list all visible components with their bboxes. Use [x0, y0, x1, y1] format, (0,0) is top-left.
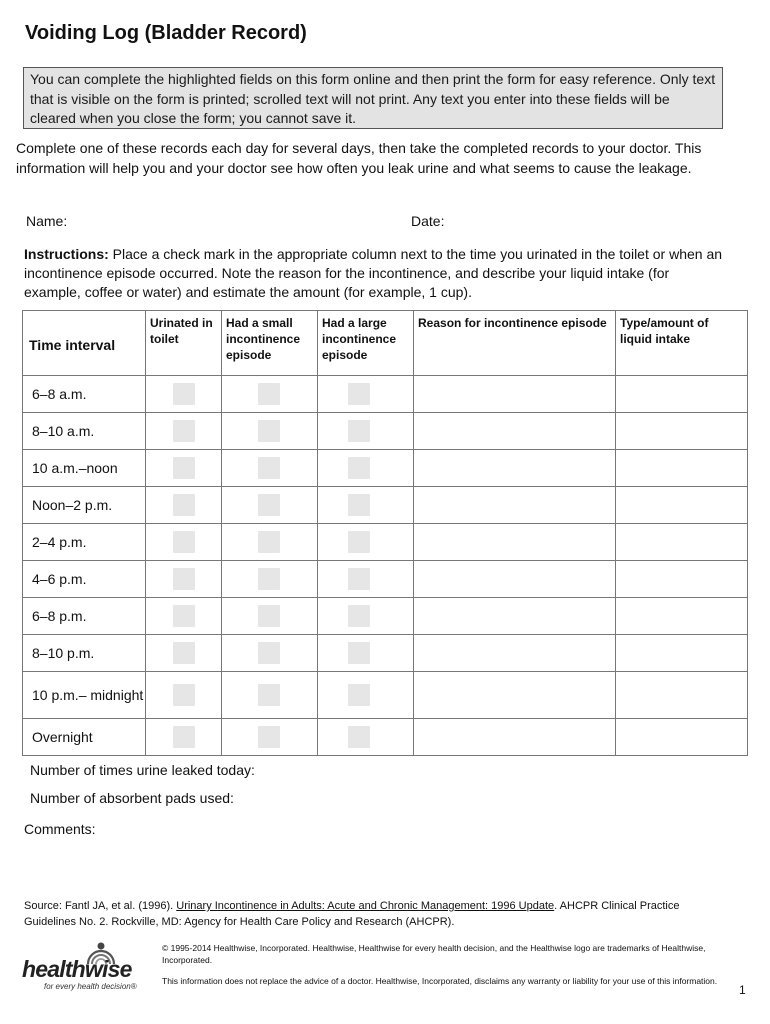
liquid-intake-field[interactable]: [616, 635, 748, 672]
table-row: [23, 561, 748, 598]
urinated-cell: [146, 719, 222, 756]
liquid-intake-field[interactable]: [616, 598, 748, 635]
liquid-intake-field[interactable]: [616, 487, 748, 524]
large-episode-cell: [318, 672, 414, 719]
time-interval-cell: 8–10 a.m.: [23, 413, 146, 450]
instructions-text: Place a check mark in the appropriate column next to the time you urinated in the toilet or when an incontinence episode occurred. Note the reason for the incontinence, and describe your liquid intake (for example, coffee or water) and estimate the amount (for example, 1 cup).: [24, 246, 723, 300]
liquid-intake-field[interactable]: [616, 561, 748, 598]
liquid-intake-field[interactable]: [616, 450, 748, 487]
urinated-checkbox[interactable]: [173, 494, 195, 516]
small-episode-checkbox[interactable]: [258, 726, 280, 748]
table-row: [23, 413, 748, 450]
urinated-cell: [146, 598, 222, 635]
healthwise-tagline: for every health decision®: [44, 982, 137, 991]
large-episode-checkbox[interactable]: [348, 383, 370, 405]
reason-field[interactable]: [414, 413, 616, 450]
reason-field[interactable]: [414, 524, 616, 561]
large-episode-checkbox[interactable]: [348, 457, 370, 479]
date-label: Date:: [411, 213, 445, 229]
table-header-row: [23, 311, 748, 376]
source-title-link[interactable]: Urinary Incontinence in Adults: Acute and Chronic Management: 1996 Update: [176, 900, 555, 912]
intro-paragraph: Complete one of these records each day for several days, then take the completed records to your doctor. This information will help you and your doctor see how often you leak urine and what seems to cause the leakage.: [16, 140, 702, 176]
table-row: [23, 524, 748, 561]
reason-field[interactable]: [414, 376, 616, 413]
large-episode-checkbox[interactable]: [348, 420, 370, 442]
date-field[interactable]: [452, 210, 732, 232]
small-episode-checkbox[interactable]: [258, 457, 280, 479]
time-interval-cell: 10 p.m.– midnight: [23, 672, 146, 719]
header-urinated: Urinated in toilet: [146, 311, 222, 376]
table-row: [23, 450, 748, 487]
instructions: [24, 245, 729, 302]
reason-field[interactable]: [414, 487, 616, 524]
instructions-lead: Instructions:: [24, 246, 109, 262]
header-time-interval: Time interval: [23, 311, 146, 376]
large-episode-checkbox[interactable]: [348, 605, 370, 627]
large-episode-cell: [318, 719, 414, 756]
liquid-intake-field[interactable]: [616, 672, 748, 719]
header-small-episode: Had a small incontinence episode: [222, 311, 318, 376]
small-episode-checkbox[interactable]: [258, 605, 280, 627]
page-title: Voiding Log (Bladder Record): [25, 22, 307, 44]
urinated-checkbox[interactable]: [173, 457, 195, 479]
small-episode-checkbox[interactable]: [258, 642, 280, 664]
time-interval-cell: 8–10 p.m.: [23, 635, 146, 672]
large-episode-checkbox[interactable]: [348, 684, 370, 706]
small-episode-cell: [222, 524, 318, 561]
urinated-cell: [146, 524, 222, 561]
header-liquid-intake: Type/amount of liquid intake: [616, 311, 748, 376]
time-interval-cell: 2–4 p.m.: [23, 524, 146, 561]
source-citation: [24, 898, 724, 930]
small-episode-cell: [222, 719, 318, 756]
large-episode-cell: [318, 561, 414, 598]
urinated-checkbox[interactable]: [173, 420, 195, 442]
small-episode-checkbox[interactable]: [258, 383, 280, 405]
liquid-intake-field[interactable]: [616, 524, 748, 561]
reason-field[interactable]: [414, 598, 616, 635]
small-episode-checkbox[interactable]: [258, 568, 280, 590]
urinated-checkbox[interactable]: [173, 726, 195, 748]
small-episode-cell: [222, 635, 318, 672]
small-episode-cell: [222, 561, 318, 598]
reason-field[interactable]: [414, 635, 616, 672]
small-episode-cell: [222, 598, 318, 635]
reason-field[interactable]: [414, 672, 616, 719]
pads-used-label: Number of absorbent pads used:: [30, 790, 234, 806]
small-episode-cell: [222, 413, 318, 450]
small-episode-cell: [222, 672, 318, 719]
source-prefix: Source: Fantl JA, et al. (1996).: [24, 900, 177, 912]
urinated-checkbox[interactable]: [173, 642, 195, 664]
urinated-checkbox[interactable]: [173, 383, 195, 405]
small-episode-cell: [222, 487, 318, 524]
urinated-cell: [146, 413, 222, 450]
large-episode-cell: [318, 598, 414, 635]
reason-field[interactable]: [414, 450, 616, 487]
header-reason: Reason for incontinence episode: [414, 311, 616, 376]
large-episode-checkbox[interactable]: [348, 568, 370, 590]
table-row: [23, 672, 748, 719]
pads-used-field[interactable]: [258, 786, 720, 808]
large-episode-checkbox[interactable]: [348, 642, 370, 664]
time-interval-cell: 10 a.m.–noon: [23, 450, 146, 487]
large-episode-checkbox[interactable]: [348, 726, 370, 748]
urinated-cell: [146, 376, 222, 413]
liquid-intake-field[interactable]: [616, 376, 748, 413]
urinated-checkbox[interactable]: [173, 605, 195, 627]
online-form-notice: You can complete the highlighted fields on this form online and then print the form for easy reference. Only text that is visible on the form is printed; scrolled text will not print. Any text you enter into these fields will be cleared when you close the form; you cannot save it.: [23, 67, 723, 129]
table-row: [23, 719, 748, 756]
comments-field[interactable]: [24, 842, 724, 890]
table-row: [23, 487, 748, 524]
table-row: [23, 376, 748, 413]
small-episode-cell: [222, 376, 318, 413]
urinated-cell: [146, 672, 222, 719]
large-episode-cell: [318, 487, 414, 524]
time-interval-cell: Noon–2 p.m.: [23, 487, 146, 524]
copyright-notice: © 1995-2014 Healthwise, Incorporated. Healthwise, Healthwise for every health decision, and the Healthwise logo are trademarks of Healthwise, Incorporated.: [162, 943, 706, 965]
reason-field[interactable]: [414, 561, 616, 598]
time-interval-cell: 4–6 p.m.: [23, 561, 146, 598]
voiding-log-table: [22, 310, 748, 756]
times-leaked-field[interactable]: [280, 758, 720, 780]
large-episode-cell: [318, 635, 414, 672]
liquid-intake-field[interactable]: [616, 719, 748, 756]
small-episode-checkbox[interactable]: [258, 531, 280, 553]
time-interval-cell: 6–8 p.m.: [23, 598, 146, 635]
large-episode-cell: [318, 524, 414, 561]
page-number: 1: [739, 983, 746, 997]
urinated-checkbox[interactable]: [173, 531, 195, 553]
large-episode-cell: [318, 450, 414, 487]
time-interval-cell: Overnight: [23, 719, 146, 756]
name-label: Name:: [26, 213, 68, 229]
urinated-cell: [146, 635, 222, 672]
urinated-checkbox[interactable]: [173, 568, 195, 590]
urinated-cell: [146, 561, 222, 598]
healthwise-wordmark: healthwise: [22, 956, 132, 982]
reason-field[interactable]: [414, 719, 616, 756]
source-suffix: . AHCPR Clinical Practice Guidelines No. 2. Rockville, MD: Agency for Health Care Policy and Research (AHCPR).: [24, 900, 680, 928]
small-episode-checkbox[interactable]: [258, 420, 280, 442]
urinated-checkbox[interactable]: [173, 684, 195, 706]
large-episode-cell: [318, 413, 414, 450]
large-episode-cell: [318, 376, 414, 413]
small-episode-cell: [222, 450, 318, 487]
disclaimer: This information does not replace the advice of a doctor. Healthwise, Incorporated, disclaims any warranty or liability for your use of this information.: [162, 976, 718, 986]
urinated-cell: [146, 450, 222, 487]
table-row: [23, 635, 748, 672]
healthwise-logo: [22, 940, 157, 996]
urinated-cell: [146, 487, 222, 524]
times-leaked-label: Number of times urine leaked today:: [30, 762, 255, 778]
comments-label: Comments:: [24, 821, 96, 837]
large-episode-checkbox[interactable]: [348, 531, 370, 553]
small-episode-checkbox[interactable]: [258, 494, 280, 516]
small-episode-checkbox[interactable]: [258, 684, 280, 706]
large-episode-checkbox[interactable]: [348, 494, 370, 516]
name-field[interactable]: [75, 210, 395, 232]
liquid-intake-field[interactable]: [616, 413, 748, 450]
header-large-episode: Had a large incontinence episode: [318, 311, 414, 376]
time-interval-cell: 6–8 a.m.: [23, 376, 146, 413]
table-row: [23, 598, 748, 635]
